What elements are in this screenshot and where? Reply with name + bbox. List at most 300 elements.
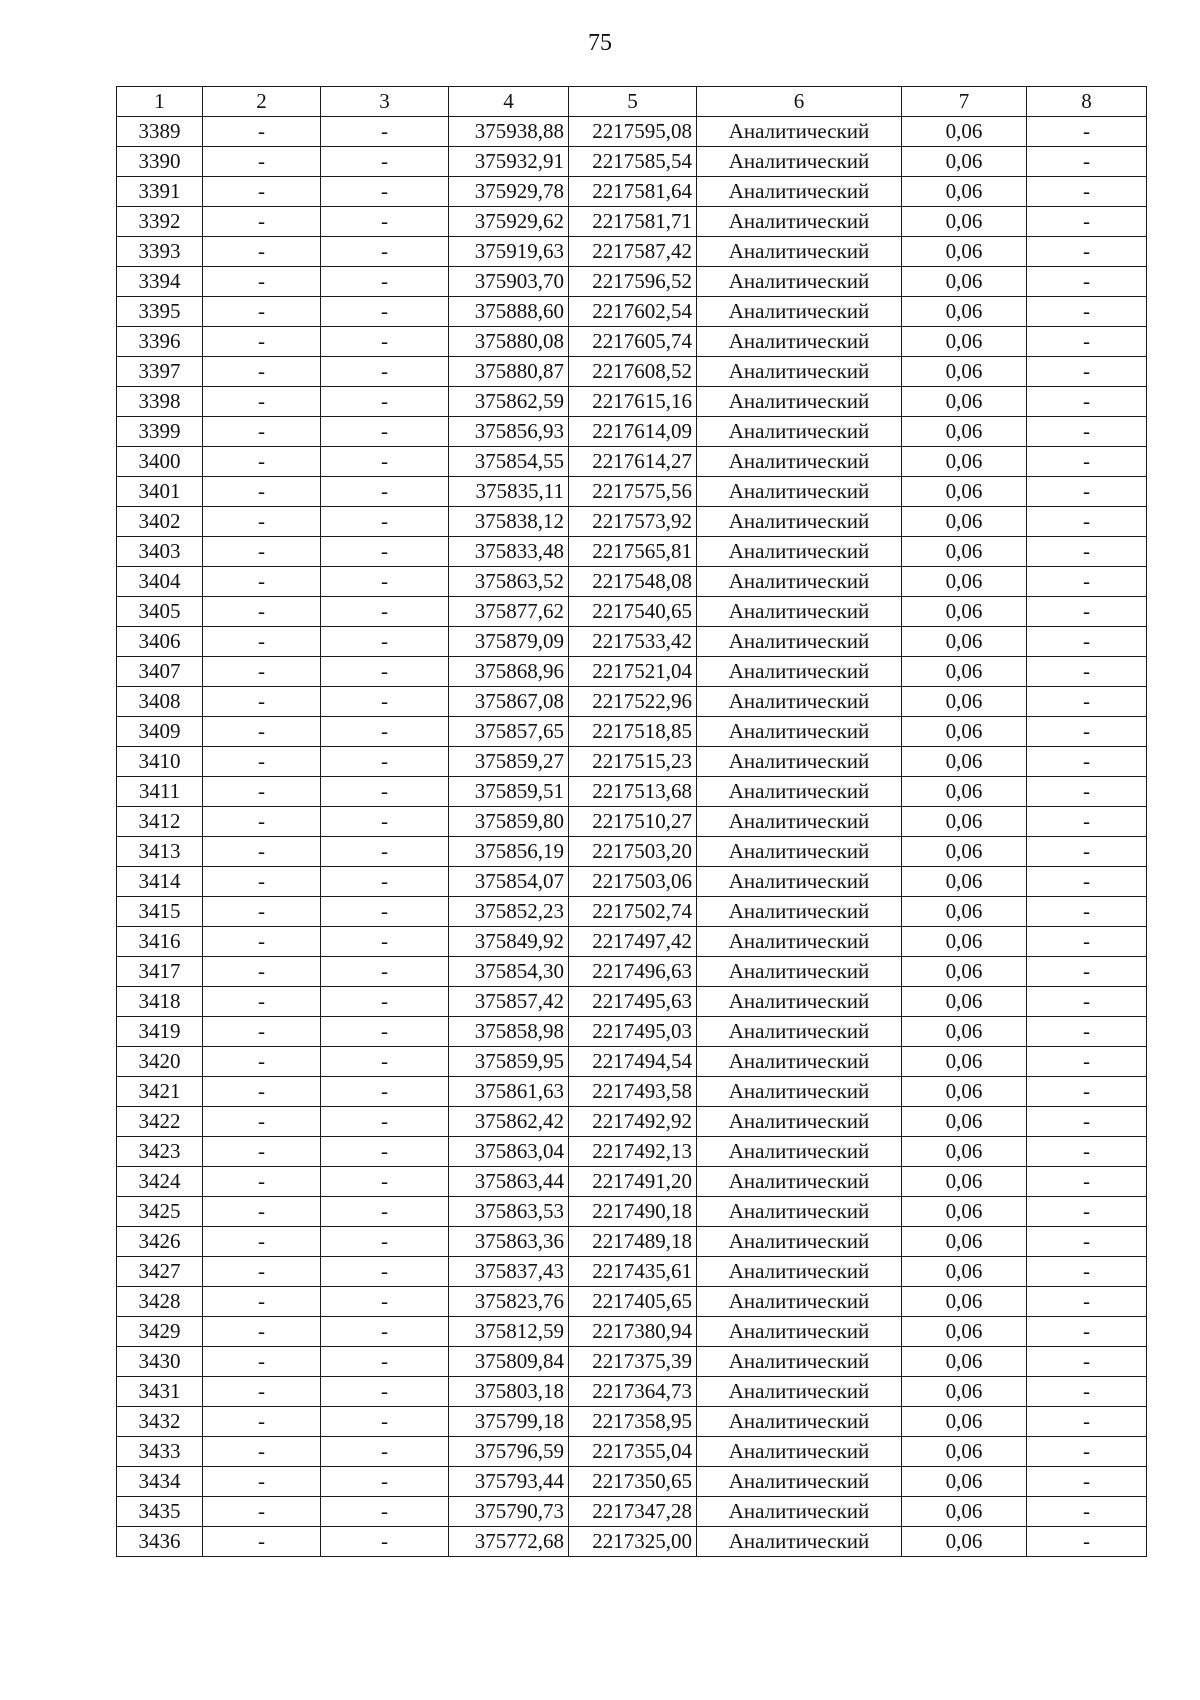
point-number-cell: 3432 bbox=[117, 1407, 203, 1437]
method-cell: Аналитический bbox=[697, 537, 902, 567]
x-coordinate-cell: 375856,19 bbox=[449, 837, 569, 867]
col3-cell: - bbox=[321, 507, 449, 537]
method-cell: Аналитический bbox=[697, 1497, 902, 1527]
accuracy-cell: 0,06 bbox=[902, 807, 1027, 837]
table-row bbox=[117, 807, 1147, 837]
accuracy-cell: 0,06 bbox=[902, 507, 1027, 537]
table-row bbox=[117, 717, 1147, 747]
col3-cell: - bbox=[321, 1527, 449, 1557]
col2-cell: - bbox=[203, 1287, 321, 1317]
method-cell: Аналитический bbox=[697, 747, 902, 777]
accuracy-cell: 0,06 bbox=[902, 657, 1027, 687]
accuracy-cell: 0,06 bbox=[902, 687, 1027, 717]
y-coordinate-cell: 2217521,04 bbox=[569, 657, 697, 687]
col3-cell: - bbox=[321, 627, 449, 657]
col2-cell: - bbox=[203, 327, 321, 357]
column-header: 7 bbox=[902, 87, 1027, 117]
table-row bbox=[117, 207, 1147, 237]
col8-cell: - bbox=[1027, 837, 1147, 867]
x-coordinate-cell: 375823,76 bbox=[449, 1287, 569, 1317]
method-cell: Аналитический bbox=[697, 987, 902, 1017]
method-cell: Аналитический bbox=[697, 1257, 902, 1287]
method-cell: Аналитический bbox=[697, 297, 902, 327]
accuracy-cell: 0,06 bbox=[902, 297, 1027, 327]
col3-cell: - bbox=[321, 1077, 449, 1107]
col2-cell: - bbox=[203, 417, 321, 447]
accuracy-cell: 0,06 bbox=[902, 267, 1027, 297]
col2-cell: - bbox=[203, 147, 321, 177]
table-row bbox=[117, 777, 1147, 807]
point-number-cell: 3417 bbox=[117, 957, 203, 987]
table-row bbox=[117, 657, 1147, 687]
accuracy-cell: 0,06 bbox=[902, 837, 1027, 867]
col3-cell: - bbox=[321, 807, 449, 837]
point-number-cell: 3419 bbox=[117, 1017, 203, 1047]
x-coordinate-cell: 375859,27 bbox=[449, 747, 569, 777]
accuracy-cell: 0,06 bbox=[902, 1317, 1027, 1347]
y-coordinate-cell: 2217595,08 bbox=[569, 117, 697, 147]
y-coordinate-cell: 2217503,20 bbox=[569, 837, 697, 867]
method-cell: Аналитический bbox=[697, 237, 902, 267]
table-row bbox=[117, 1227, 1147, 1257]
col8-cell: - bbox=[1027, 477, 1147, 507]
accuracy-cell: 0,06 bbox=[902, 177, 1027, 207]
col2-cell: - bbox=[203, 567, 321, 597]
method-cell: Аналитический bbox=[697, 1017, 902, 1047]
col8-cell: - bbox=[1027, 597, 1147, 627]
col2-cell: - bbox=[203, 867, 321, 897]
y-coordinate-cell: 2217533,42 bbox=[569, 627, 697, 657]
col2-cell: - bbox=[203, 1107, 321, 1137]
point-number-cell: 3400 bbox=[117, 447, 203, 477]
col8-cell: - bbox=[1027, 927, 1147, 957]
method-cell: Аналитический bbox=[697, 1047, 902, 1077]
col2-cell: - bbox=[203, 1137, 321, 1167]
col2-cell: - bbox=[203, 987, 321, 1017]
table-row bbox=[117, 297, 1147, 327]
table-row bbox=[117, 1047, 1147, 1077]
y-coordinate-cell: 2217496,63 bbox=[569, 957, 697, 987]
col2-cell: - bbox=[203, 927, 321, 957]
col3-cell: - bbox=[321, 417, 449, 447]
y-coordinate-cell: 2217492,13 bbox=[569, 1137, 697, 1167]
col3-cell: - bbox=[321, 1017, 449, 1047]
table-row bbox=[117, 237, 1147, 267]
x-coordinate-cell: 375938,88 bbox=[449, 117, 569, 147]
column-header: 4 bbox=[449, 87, 569, 117]
y-coordinate-cell: 2217495,03 bbox=[569, 1017, 697, 1047]
table-row bbox=[117, 1467, 1147, 1497]
method-cell: Аналитический bbox=[697, 1407, 902, 1437]
col3-cell: - bbox=[321, 957, 449, 987]
method-cell: Аналитический bbox=[697, 1197, 902, 1227]
method-cell: Аналитический bbox=[697, 627, 902, 657]
y-coordinate-cell: 2217608,52 bbox=[569, 357, 697, 387]
x-coordinate-cell: 375790,73 bbox=[449, 1497, 569, 1527]
table-header-row bbox=[117, 87, 1147, 117]
col2-cell: - bbox=[203, 1467, 321, 1497]
column-header: 6 bbox=[697, 87, 902, 117]
x-coordinate-cell: 375862,59 bbox=[449, 387, 569, 417]
accuracy-cell: 0,06 bbox=[902, 417, 1027, 447]
col2-cell: - bbox=[203, 1167, 321, 1197]
table-row bbox=[117, 1287, 1147, 1317]
method-cell: Аналитический bbox=[697, 207, 902, 237]
col3-cell: - bbox=[321, 237, 449, 267]
col3-cell: - bbox=[321, 1287, 449, 1317]
point-number-cell: 3412 bbox=[117, 807, 203, 837]
point-number-cell: 3414 bbox=[117, 867, 203, 897]
accuracy-cell: 0,06 bbox=[902, 1047, 1027, 1077]
y-coordinate-cell: 2217548,08 bbox=[569, 567, 697, 597]
method-cell: Аналитический bbox=[697, 597, 902, 627]
col8-cell: - bbox=[1027, 747, 1147, 777]
col8-cell: - bbox=[1027, 627, 1147, 657]
page-number: 75 bbox=[588, 30, 612, 56]
col2-cell: - bbox=[203, 807, 321, 837]
col2-cell: - bbox=[203, 507, 321, 537]
col3-cell: - bbox=[321, 1317, 449, 1347]
table-row bbox=[117, 1497, 1147, 1527]
col2-cell: - bbox=[203, 1077, 321, 1107]
col8-cell: - bbox=[1027, 267, 1147, 297]
method-cell: Аналитический bbox=[697, 117, 902, 147]
x-coordinate-cell: 375932,91 bbox=[449, 147, 569, 177]
col8-cell: - bbox=[1027, 1347, 1147, 1377]
y-coordinate-cell: 2217495,63 bbox=[569, 987, 697, 1017]
method-cell: Аналитический bbox=[697, 327, 902, 357]
point-number-cell: 3416 bbox=[117, 927, 203, 957]
y-coordinate-cell: 2217540,65 bbox=[569, 597, 697, 627]
col3-cell: - bbox=[321, 177, 449, 207]
x-coordinate-cell: 375849,92 bbox=[449, 927, 569, 957]
x-coordinate-cell: 375929,62 bbox=[449, 207, 569, 237]
method-cell: Аналитический bbox=[697, 1287, 902, 1317]
col8-cell: - bbox=[1027, 1197, 1147, 1227]
table-row bbox=[117, 1377, 1147, 1407]
y-coordinate-cell: 2217325,00 bbox=[569, 1527, 697, 1557]
y-coordinate-cell: 2217435,61 bbox=[569, 1257, 697, 1287]
method-cell: Аналитический bbox=[697, 927, 902, 957]
col8-cell: - bbox=[1027, 957, 1147, 987]
point-number-cell: 3391 bbox=[117, 177, 203, 207]
col2-cell: - bbox=[203, 237, 321, 267]
x-coordinate-cell: 375854,07 bbox=[449, 867, 569, 897]
x-coordinate-cell: 375858,98 bbox=[449, 1017, 569, 1047]
y-coordinate-cell: 2217596,52 bbox=[569, 267, 697, 297]
x-coordinate-cell: 375880,87 bbox=[449, 357, 569, 387]
col3-cell: - bbox=[321, 267, 449, 297]
col3-cell: - bbox=[321, 1167, 449, 1197]
col2-cell: - bbox=[203, 1377, 321, 1407]
col2-cell: - bbox=[203, 267, 321, 297]
point-number-cell: 3429 bbox=[117, 1317, 203, 1347]
method-cell: Аналитический bbox=[697, 387, 902, 417]
col2-cell: - bbox=[203, 177, 321, 207]
x-coordinate-cell: 375857,65 bbox=[449, 717, 569, 747]
x-coordinate-cell: 375863,44 bbox=[449, 1167, 569, 1197]
col8-cell: - bbox=[1027, 147, 1147, 177]
col2-cell: - bbox=[203, 387, 321, 417]
method-cell: Аналитический bbox=[697, 357, 902, 387]
y-coordinate-cell: 2217494,54 bbox=[569, 1047, 697, 1077]
point-number-cell: 3423 bbox=[117, 1137, 203, 1167]
col8-cell: - bbox=[1027, 777, 1147, 807]
method-cell: Аналитический bbox=[697, 1317, 902, 1347]
x-coordinate-cell: 375854,55 bbox=[449, 447, 569, 477]
x-coordinate-cell: 375854,30 bbox=[449, 957, 569, 987]
col8-cell: - bbox=[1027, 207, 1147, 237]
col2-cell: - bbox=[203, 477, 321, 507]
y-coordinate-cell: 2217347,28 bbox=[569, 1497, 697, 1527]
col3-cell: - bbox=[321, 597, 449, 627]
point-number-cell: 3418 bbox=[117, 987, 203, 1017]
x-coordinate-cell: 375877,62 bbox=[449, 597, 569, 627]
col8-cell: - bbox=[1027, 1527, 1147, 1557]
y-coordinate-cell: 2217614,27 bbox=[569, 447, 697, 477]
method-cell: Аналитический bbox=[697, 1167, 902, 1197]
method-cell: Аналитический bbox=[697, 1437, 902, 1467]
y-coordinate-cell: 2217573,92 bbox=[569, 507, 697, 537]
point-number-cell: 3425 bbox=[117, 1197, 203, 1227]
accuracy-cell: 0,06 bbox=[902, 117, 1027, 147]
accuracy-cell: 0,06 bbox=[902, 927, 1027, 957]
point-number-cell: 3435 bbox=[117, 1497, 203, 1527]
col3-cell: - bbox=[321, 1107, 449, 1137]
col8-cell: - bbox=[1027, 717, 1147, 747]
method-cell: Аналитический bbox=[697, 867, 902, 897]
point-number-cell: 3403 bbox=[117, 537, 203, 567]
accuracy-cell: 0,06 bbox=[902, 1167, 1027, 1197]
point-number-cell: 3431 bbox=[117, 1377, 203, 1407]
x-coordinate-cell: 375868,96 bbox=[449, 657, 569, 687]
accuracy-cell: 0,06 bbox=[902, 1137, 1027, 1167]
table-row bbox=[117, 537, 1147, 567]
accuracy-cell: 0,06 bbox=[902, 987, 1027, 1017]
table-row bbox=[117, 957, 1147, 987]
table-row bbox=[117, 1017, 1147, 1047]
point-number-cell: 3434 bbox=[117, 1467, 203, 1497]
x-coordinate-cell: 375863,36 bbox=[449, 1227, 569, 1257]
col8-cell: - bbox=[1027, 807, 1147, 837]
col8-cell: - bbox=[1027, 657, 1147, 687]
accuracy-cell: 0,06 bbox=[902, 357, 1027, 387]
coordinates-table bbox=[116, 86, 1147, 1557]
col3-cell: - bbox=[321, 327, 449, 357]
y-coordinate-cell: 2217502,74 bbox=[569, 897, 697, 927]
accuracy-cell: 0,06 bbox=[902, 717, 1027, 747]
point-number-cell: 3411 bbox=[117, 777, 203, 807]
table-row bbox=[117, 1167, 1147, 1197]
col8-cell: - bbox=[1027, 567, 1147, 597]
x-coordinate-cell: 375929,78 bbox=[449, 177, 569, 207]
x-coordinate-cell: 375799,18 bbox=[449, 1407, 569, 1437]
col8-cell: - bbox=[1027, 1497, 1147, 1527]
table-row bbox=[117, 1437, 1147, 1467]
col8-cell: - bbox=[1027, 687, 1147, 717]
col8-cell: - bbox=[1027, 1317, 1147, 1347]
col3-cell: - bbox=[321, 1497, 449, 1527]
col2-cell: - bbox=[203, 537, 321, 567]
table-row bbox=[117, 1527, 1147, 1557]
method-cell: Аналитический bbox=[697, 507, 902, 537]
col2-cell: - bbox=[203, 747, 321, 777]
col3-cell: - bbox=[321, 987, 449, 1017]
col3-cell: - bbox=[321, 1197, 449, 1227]
point-number-cell: 3430 bbox=[117, 1347, 203, 1377]
y-coordinate-cell: 2217615,16 bbox=[569, 387, 697, 417]
col8-cell: - bbox=[1027, 1137, 1147, 1167]
table-row bbox=[117, 1077, 1147, 1107]
col2-cell: - bbox=[203, 777, 321, 807]
column-header: 5 bbox=[569, 87, 697, 117]
point-number-cell: 3401 bbox=[117, 477, 203, 507]
method-cell: Аналитический bbox=[697, 447, 902, 477]
point-number-cell: 3436 bbox=[117, 1527, 203, 1557]
x-coordinate-cell: 375857,42 bbox=[449, 987, 569, 1017]
col3-cell: - bbox=[321, 297, 449, 327]
y-coordinate-cell: 2217492,92 bbox=[569, 1107, 697, 1137]
col8-cell: - bbox=[1027, 1467, 1147, 1497]
y-coordinate-cell: 2217510,27 bbox=[569, 807, 697, 837]
column-header: 8 bbox=[1027, 87, 1147, 117]
col2-cell: - bbox=[203, 1347, 321, 1377]
table-row bbox=[117, 447, 1147, 477]
y-coordinate-cell: 2217375,39 bbox=[569, 1347, 697, 1377]
accuracy-cell: 0,06 bbox=[902, 1497, 1027, 1527]
col3-cell: - bbox=[321, 1407, 449, 1437]
y-coordinate-cell: 2217503,06 bbox=[569, 867, 697, 897]
table-row bbox=[117, 1407, 1147, 1437]
point-number-cell: 3433 bbox=[117, 1437, 203, 1467]
col8-cell: - bbox=[1027, 537, 1147, 567]
col3-cell: - bbox=[321, 567, 449, 597]
col2-cell: - bbox=[203, 1497, 321, 1527]
point-number-cell: 3421 bbox=[117, 1077, 203, 1107]
col3-cell: - bbox=[321, 1467, 449, 1497]
col8-cell: - bbox=[1027, 387, 1147, 417]
y-coordinate-cell: 2217355,04 bbox=[569, 1437, 697, 1467]
accuracy-cell: 0,06 bbox=[902, 1227, 1027, 1257]
method-cell: Аналитический bbox=[697, 147, 902, 177]
method-cell: Аналитический bbox=[697, 477, 902, 507]
accuracy-cell: 0,06 bbox=[902, 1017, 1027, 1047]
x-coordinate-cell: 375919,63 bbox=[449, 237, 569, 267]
y-coordinate-cell: 2217364,73 bbox=[569, 1377, 697, 1407]
col2-cell: - bbox=[203, 1227, 321, 1257]
col8-cell: - bbox=[1027, 237, 1147, 267]
table-row bbox=[117, 567, 1147, 597]
method-cell: Аналитический bbox=[697, 1107, 902, 1137]
col8-cell: - bbox=[1027, 1047, 1147, 1077]
col8-cell: - bbox=[1027, 177, 1147, 207]
col8-cell: - bbox=[1027, 357, 1147, 387]
method-cell: Аналитический bbox=[697, 567, 902, 597]
col3-cell: - bbox=[321, 207, 449, 237]
col2-cell: - bbox=[203, 1407, 321, 1437]
table-row bbox=[117, 357, 1147, 387]
accuracy-cell: 0,06 bbox=[902, 387, 1027, 417]
point-number-cell: 3394 bbox=[117, 267, 203, 297]
table-row bbox=[117, 327, 1147, 357]
col8-cell: - bbox=[1027, 417, 1147, 447]
col2-cell: - bbox=[203, 597, 321, 627]
x-coordinate-cell: 375803,18 bbox=[449, 1377, 569, 1407]
accuracy-cell: 0,06 bbox=[902, 1197, 1027, 1227]
method-cell: Аналитический bbox=[697, 1467, 902, 1497]
table-body bbox=[117, 117, 1147, 1557]
method-cell: Аналитический bbox=[697, 1077, 902, 1107]
table-row bbox=[117, 597, 1147, 627]
y-coordinate-cell: 2217513,68 bbox=[569, 777, 697, 807]
col3-cell: - bbox=[321, 747, 449, 777]
col8-cell: - bbox=[1027, 1077, 1147, 1107]
col8-cell: - bbox=[1027, 1017, 1147, 1047]
table-row bbox=[117, 117, 1147, 147]
col2-cell: - bbox=[203, 1437, 321, 1467]
col3-cell: - bbox=[321, 117, 449, 147]
accuracy-cell: 0,06 bbox=[902, 1107, 1027, 1137]
x-coordinate-cell: 375796,59 bbox=[449, 1437, 569, 1467]
method-cell: Аналитический bbox=[697, 177, 902, 207]
x-coordinate-cell: 375863,04 bbox=[449, 1137, 569, 1167]
col3-cell: - bbox=[321, 537, 449, 567]
y-coordinate-cell: 2217602,54 bbox=[569, 297, 697, 327]
accuracy-cell: 0,06 bbox=[902, 1407, 1027, 1437]
point-number-cell: 3404 bbox=[117, 567, 203, 597]
accuracy-cell: 0,06 bbox=[902, 207, 1027, 237]
col3-cell: - bbox=[321, 867, 449, 897]
col8-cell: - bbox=[1027, 1227, 1147, 1257]
point-number-cell: 3408 bbox=[117, 687, 203, 717]
col2-cell: - bbox=[203, 447, 321, 477]
col2-cell: - bbox=[203, 357, 321, 387]
col8-cell: - bbox=[1027, 1287, 1147, 1317]
accuracy-cell: 0,06 bbox=[902, 537, 1027, 567]
col2-cell: - bbox=[203, 1527, 321, 1557]
col3-cell: - bbox=[321, 717, 449, 747]
col3-cell: - bbox=[321, 1377, 449, 1407]
accuracy-cell: 0,06 bbox=[902, 1257, 1027, 1287]
col2-cell: - bbox=[203, 687, 321, 717]
accuracy-cell: 0,06 bbox=[902, 327, 1027, 357]
y-coordinate-cell: 2217497,42 bbox=[569, 927, 697, 957]
col8-cell: - bbox=[1027, 1107, 1147, 1137]
col3-cell: - bbox=[321, 777, 449, 807]
table-row bbox=[117, 387, 1147, 417]
point-number-cell: 3426 bbox=[117, 1227, 203, 1257]
point-number-cell: 3392 bbox=[117, 207, 203, 237]
x-coordinate-cell: 375812,59 bbox=[449, 1317, 569, 1347]
y-coordinate-cell: 2217565,81 bbox=[569, 537, 697, 567]
table-row bbox=[117, 747, 1147, 777]
y-coordinate-cell: 2217522,96 bbox=[569, 687, 697, 717]
table-row bbox=[117, 1317, 1147, 1347]
col2-cell: - bbox=[203, 1257, 321, 1287]
x-coordinate-cell: 375859,95 bbox=[449, 1047, 569, 1077]
x-coordinate-cell: 375880,08 bbox=[449, 327, 569, 357]
col2-cell: - bbox=[203, 957, 321, 987]
x-coordinate-cell: 375863,53 bbox=[449, 1197, 569, 1227]
table-row bbox=[117, 927, 1147, 957]
y-coordinate-cell: 2217358,95 bbox=[569, 1407, 697, 1437]
x-coordinate-cell: 375809,84 bbox=[449, 1347, 569, 1377]
point-number-cell: 3389 bbox=[117, 117, 203, 147]
col8-cell: - bbox=[1027, 507, 1147, 537]
point-number-cell: 3395 bbox=[117, 297, 203, 327]
accuracy-cell: 0,06 bbox=[902, 477, 1027, 507]
accuracy-cell: 0,06 bbox=[902, 1467, 1027, 1497]
